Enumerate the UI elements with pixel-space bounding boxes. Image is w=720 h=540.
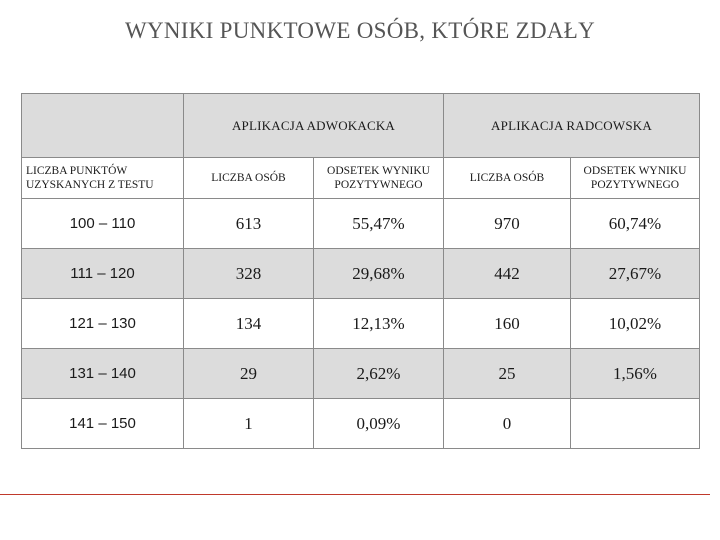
points-range-cell: 121 – 130 — [22, 299, 184, 349]
table-row — [22, 399, 700, 449]
page-title: WYNIKI PUNKTOWE OSÓB, KTÓRE ZDAŁY — [124, 18, 596, 43]
adw-percent-cell: 55,47% — [314, 199, 444, 249]
group-header-radcowska: APLIKACJA RADCOWSKA — [444, 94, 700, 158]
rad-percent-cell: 10,02% — [571, 299, 700, 349]
table-row — [22, 199, 700, 249]
table-sub-header-row — [22, 158, 700, 199]
column-header-adw-count: LICZBA OSÓB — [184, 158, 314, 199]
adw-count-cell: 613 — [184, 199, 314, 249]
rad-percent-cell: 1,56% — [571, 349, 700, 399]
column-header-adw-percent: ODSETEK WYNIKU POZYTYWNEGO — [314, 158, 444, 199]
adw-count-cell: 134 — [184, 299, 314, 349]
results-table — [21, 93, 700, 449]
adw-percent-cell: 2,62% — [314, 349, 444, 399]
rad-count-cell: 0 — [444, 399, 571, 449]
column-header-rad-percent: ODSETEK WYNIKU POZYTYWNEGO — [571, 158, 700, 199]
footer-divider — [0, 494, 710, 495]
adw-count-cell: 29 — [184, 349, 314, 399]
points-range-cell: 111 – 120 — [22, 249, 184, 299]
adw-percent-cell: 29,68% — [314, 249, 444, 299]
table-row — [22, 349, 700, 399]
rad-count-cell: 160 — [444, 299, 571, 349]
rad-percent-cell — [571, 399, 700, 449]
table-group-header-row — [22, 94, 700, 158]
adw-percent-cell: 0,09% — [314, 399, 444, 449]
rad-count-cell: 970 — [444, 199, 571, 249]
rad-count-cell: 442 — [444, 249, 571, 299]
points-range-cell: 141 – 150 — [22, 399, 184, 449]
adw-count-cell: 1 — [184, 399, 314, 449]
group-header-adwokacka: APLIKACJA ADWOKACKA — [184, 94, 444, 158]
adw-percent-cell: 12,13% — [314, 299, 444, 349]
rad-percent-cell: 60,74% — [571, 199, 700, 249]
points-range-cell: 131 – 140 — [22, 349, 184, 399]
table-row — [22, 299, 700, 349]
table-corner-cell — [22, 94, 184, 158]
adw-count-cell: 328 — [184, 249, 314, 299]
column-header-rad-count: LICZBA OSÓB — [444, 158, 571, 199]
column-header-points: LICZBA PUNKTÓW UZYSKANYCH Z TESTU — [22, 158, 184, 199]
rad-percent-cell: 27,67% — [571, 249, 700, 299]
table-row — [22, 249, 700, 299]
points-range-cell: 100 – 110 — [22, 199, 184, 249]
rad-count-cell: 25 — [444, 349, 571, 399]
